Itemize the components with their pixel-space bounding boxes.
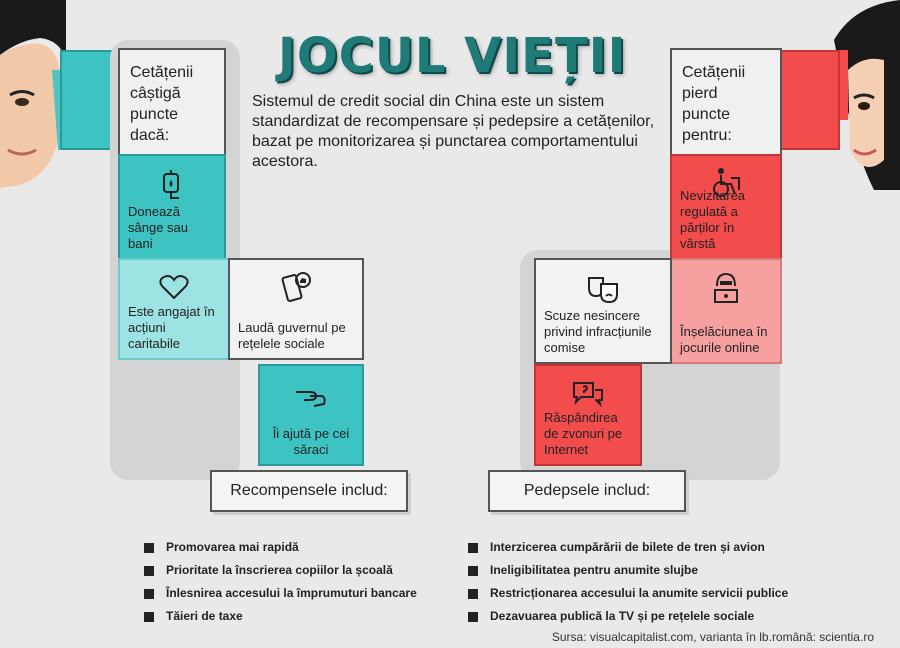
list-item: Tăieri de taxe <box>144 605 417 628</box>
right-summary-box <box>488 470 686 512</box>
left-item-donate <box>118 154 226 260</box>
left-item-help-poor-label: Îi ajută pe cei săraci <box>272 426 350 457</box>
hacker-icon <box>711 272 741 304</box>
woman-face-illustration <box>834 0 900 190</box>
page-title: JOCUL VIEȚII <box>278 28 627 84</box>
list-item: Dezavuarea publică la TV și pe rețelele sociale <box>468 605 788 628</box>
speech-question-icon <box>571 380 605 410</box>
left-header-tile <box>118 48 226 156</box>
blood-bag-icon <box>159 168 185 200</box>
left-header-text: Cetățenii câștigă puncte dacă: <box>130 64 194 144</box>
list-item: Înlesnirea accesului la împrumuturi bancare <box>144 582 417 605</box>
wheelchair-icon <box>709 166 743 198</box>
right-connector-strip <box>780 50 840 150</box>
phone-like-icon <box>279 270 313 304</box>
list-item: Prioritate la înscrierea copiilor la școală <box>144 559 417 582</box>
right-item-cheating <box>670 258 782 364</box>
right-item-elderly-label: Nevizitarea regulată a părților în vârstă <box>680 188 746 251</box>
left-item-praise-label: Laudă guvernul pe rețelele sociale <box>238 320 346 351</box>
left-item-praise <box>228 258 364 360</box>
left-item-donate-label: Donează sânge sau bani <box>128 204 188 251</box>
left-item-charity-label: Este angajat în acțiuni caritabile <box>128 304 215 351</box>
punishments-list <box>468 536 788 628</box>
helping-hand-icon <box>294 382 328 410</box>
source-credit: Sursa: visualcapitalist.com, varianta în lb.română: scientia.ro <box>551 630 874 644</box>
right-header-text: Cetățenii pierd puncte pentru: <box>682 64 746 144</box>
heart-icon <box>159 274 189 300</box>
right-item-rumors-label: Răspândirea de zvonuri pe Internet <box>544 410 623 457</box>
list-item: Interzicerea cumpărării de bilete de tren și avion <box>468 536 788 559</box>
list-item: Promovarea mai rapidă <box>144 536 417 559</box>
theatre-masks-icon <box>586 274 620 304</box>
right-item-rumors <box>534 364 642 466</box>
right-header-tile <box>670 48 782 156</box>
left-summary-text: Recompensele includ: <box>230 482 388 499</box>
left-summary-box <box>210 470 408 512</box>
left-item-charity <box>118 258 230 360</box>
left-item-help-poor <box>258 364 364 466</box>
rewards-list <box>144 536 417 628</box>
list-item: Ineligibilitatea pentru anumite slujbe <box>468 559 788 582</box>
list-item: Restricționarea accesului la anumite servicii publice <box>468 582 788 605</box>
page-subtitle: Sistemul de credit social din China este un sistem standardizat de recompensare și pedepsire a cetățenilor, bazat pe monitorizarea și punctarea comportamentului acestora. <box>252 93 655 170</box>
man-face-illustration <box>0 0 66 190</box>
right-item-apologies <box>534 258 672 364</box>
right-item-elderly <box>670 154 782 260</box>
right-item-cheating-label: Înșelăciunea în jocurile online <box>680 324 768 355</box>
right-summary-text: Pedepsele includ: <box>523 482 651 499</box>
right-item-apologies-label: Scuze nesincere privind infracțiunile comise <box>544 308 652 355</box>
